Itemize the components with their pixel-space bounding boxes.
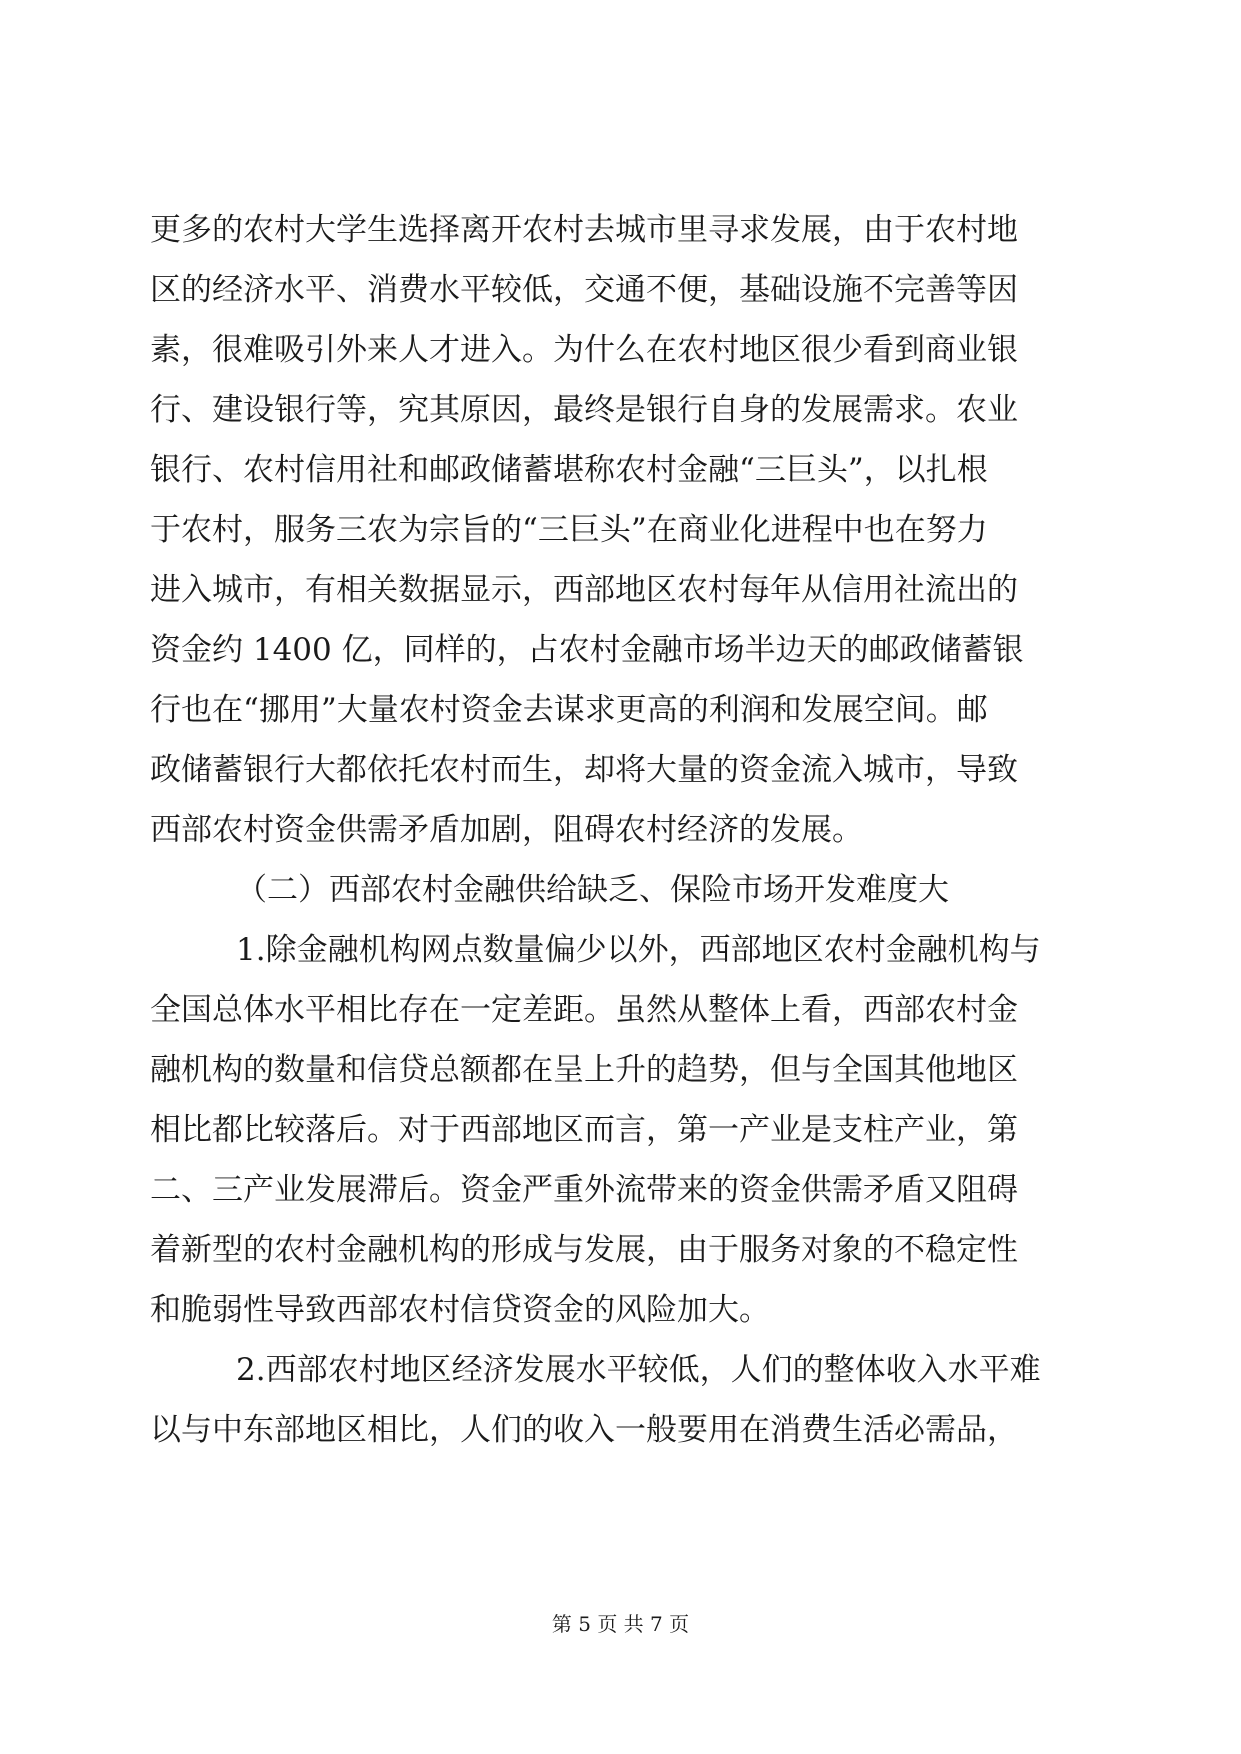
- text-line: [0, 1220, 1241, 1280]
- line-text: 相比都比较落后。对于西部地区而言，第一产业是支柱产业，第: [150, 1112, 1018, 1148]
- text-line: [0, 740, 1241, 800]
- text-line: [0, 800, 1241, 860]
- text-line: [0, 920, 1241, 980]
- text-line: [0, 200, 1241, 260]
- line-text: 于农村，服务三农为宗旨的“三巨头”在商业化进程中也在努力: [150, 512, 988, 548]
- heading-text: （二）西部农村金融供给缺乏、保险市场开发难度大: [236, 872, 949, 908]
- text-line: [0, 1340, 1241, 1400]
- text-line: [0, 1100, 1241, 1160]
- text-line: [0, 560, 1241, 620]
- line-text: 二、三产业发展滞后。资金严重外流带来的资金供需矛盾又阻碍: [150, 1172, 1018, 1208]
- line-text: 融机构的数量和信贷总额都在呈上升的趋势，但与全国其他地区: [150, 1052, 1018, 1088]
- line-text: 区的经济水平、消费水平较低，交通不便，基础设施不完善等因: [150, 272, 1018, 308]
- line-text: 行、建设银行等，究其原因，最终是银行自身的发展需求。农业: [150, 392, 1018, 428]
- text-line: [0, 680, 1241, 740]
- line-text: 着新型的农村金融机构的形成与发展，由于服务对象的不稳定性: [150, 1232, 1018, 1268]
- line-text: 2.西部农村地区经济发展水平较低，人们的整体收入水平难: [236, 1352, 1041, 1388]
- line-text: 全国总体水平相比存在一定差距。虽然从整体上看，西部农村金: [150, 992, 1018, 1028]
- text-line: [0, 620, 1241, 680]
- text-line: [0, 440, 1241, 500]
- line-text: 以与中东部地区相比，人们的收入一般要用在消费生活必需品，: [150, 1412, 1018, 1448]
- text-line: [0, 1160, 1241, 1220]
- text-line: [0, 1040, 1241, 1100]
- line-text: 西部农村资金供需矛盾加剧，阻碍农村经济的发展。: [150, 812, 863, 848]
- line-text: 政储蓄银行大都依托农村而生，却将大量的资金流入城市，导致: [150, 752, 1018, 788]
- line-text: 1.除金融机构网点数量偏少以外，西部地区农村金融机构与: [236, 932, 1041, 968]
- text-line: [0, 980, 1241, 1040]
- line-text: 更多的农村大学生选择离开农村去城市里寻求发展，由于农村地: [150, 212, 1018, 248]
- line-text: 进入城市，有相关数据显示，西部地区农村每年从信用社流出的: [150, 572, 1018, 608]
- text-line: [0, 500, 1241, 560]
- text-line: [0, 320, 1241, 380]
- text-line: [0, 380, 1241, 440]
- text-line: [0, 260, 1241, 320]
- page-number: 第 5 页 共 7 页: [551, 1612, 690, 1636]
- line-text: 行也在“挪用”大量农村资金去谋求更高的利润和发展空间。邮: [150, 692, 988, 728]
- line-text: 素，很难吸引外来人才进入。为什么在农村地区很少看到商业银: [150, 332, 1018, 368]
- section-heading: [0, 860, 1241, 920]
- page-footer: [0, 1604, 1241, 1644]
- text-line: [0, 1400, 1241, 1460]
- text-line: [0, 1280, 1241, 1340]
- line-text: 和脆弱性导致西部农村信贷资金的风险加大。: [150, 1292, 770, 1328]
- line-text: 资金约 1400 亿，同样的，占农村金融市场半边天的邮政储蓄银: [150, 632, 1024, 668]
- line-text: 银行、农村信用社和邮政储蓄堪称农村金融“三巨头”，以扎根: [150, 452, 988, 488]
